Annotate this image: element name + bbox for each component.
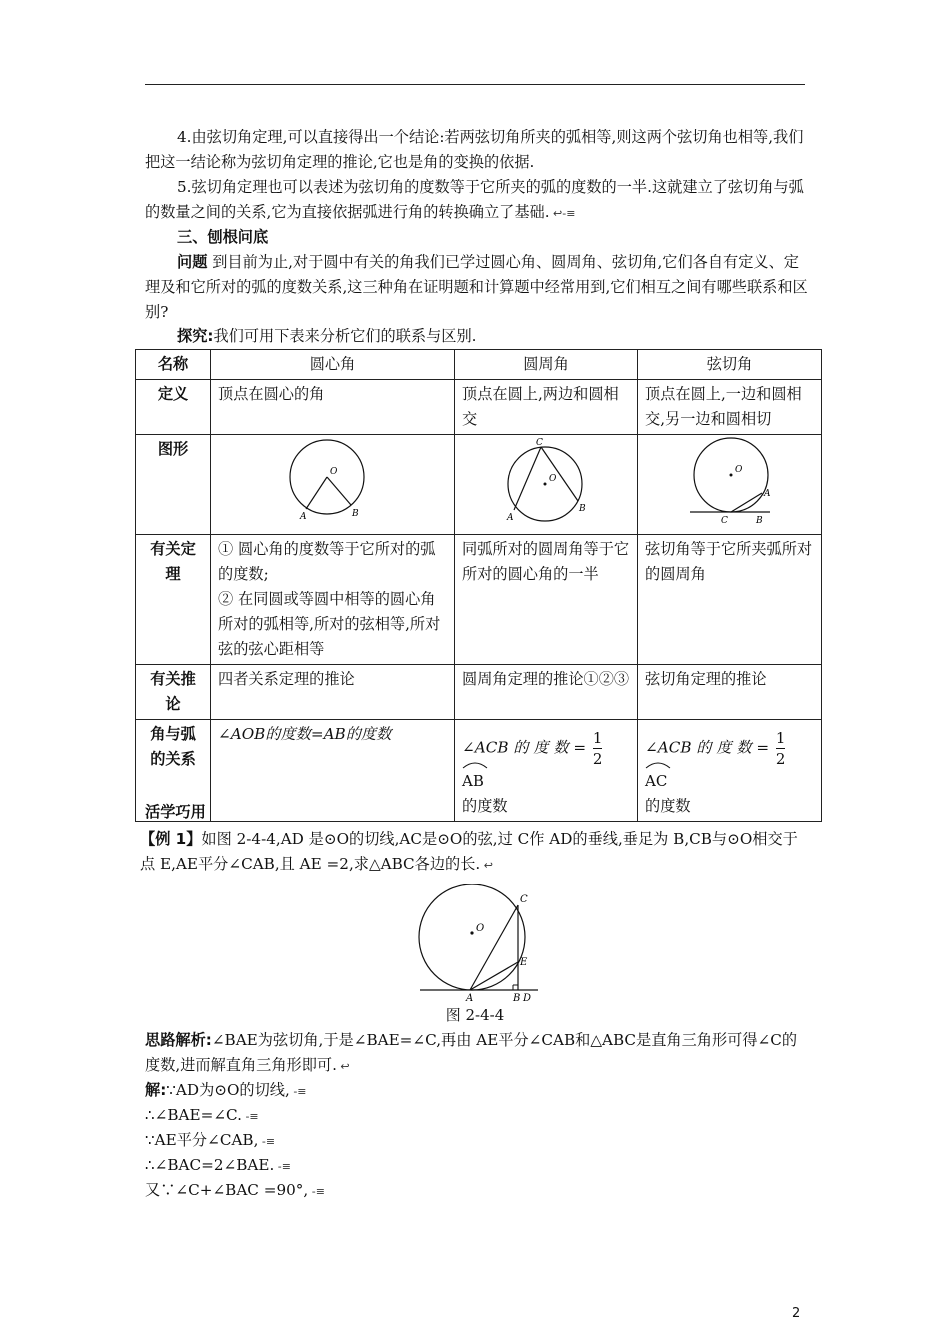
row-label-corollary: 有关推论 — [136, 665, 211, 720]
header-rule — [145, 84, 805, 85]
arc-ab-symbol: AB — [462, 769, 484, 794]
central-angle-diagram — [218, 437, 446, 527]
svg-text:B: B — [579, 504, 586, 514]
svg-text:A: A — [507, 513, 514, 523]
analysis-paragraph — [145, 1028, 810, 1079]
svg-text:O: O — [549, 474, 557, 484]
table-row — [136, 535, 822, 665]
svg-text:A: A — [466, 993, 474, 1002]
svg-text:C: C — [520, 894, 528, 905]
svg-text:C: C — [536, 438, 543, 448]
question-text: 到目前为止,对于圆中有关的角我们已学过圆心角、圆周角、弦切角,它们各自有定义、定理及和它所对的弧的度数关系,这三种角在证明题和计算题中经常用到,它们相互之间有哪些联系和区别? — [145, 253, 808, 321]
table-cell: ① 圆心角的度数等于它所对的弧的度数; ② 在同圆或等圆中相等的圆心角所对的弧相等,所对的弦相等,所对弦的弦心距相等 — [211, 535, 455, 665]
figure-tangent-chord-angle — [638, 435, 822, 535]
svg-text:E: E — [520, 957, 528, 968]
figure-2-4-4 — [410, 884, 550, 1002]
table-cell: 四者关系定理的推论 — [211, 665, 455, 720]
svg-text:O: O — [330, 467, 338, 477]
comparison-table — [135, 349, 822, 822]
table-row — [136, 350, 822, 380]
explore-text: 我们可用下表来分析它们的联系与区别. — [213, 327, 477, 345]
figure-caption: 图 2-4-4 — [445, 1006, 505, 1024]
solution-line: 解:∵AD为⊙O的切线, -≡ — [145, 1081, 307, 1099]
table-row — [136, 380, 822, 435]
edit-mark-icon: ↩ — [480, 859, 493, 872]
figure-central-angle — [211, 435, 455, 535]
table-header: 圆周角 — [455, 350, 638, 380]
analysis-label: 思路解析: — [145, 1031, 212, 1049]
row-label-theorem: 有关定理 — [136, 535, 211, 665]
row-label-definition: 定义 — [136, 380, 211, 435]
explore-paragraph — [145, 324, 810, 349]
svg-text:A: A — [764, 489, 771, 499]
table-row — [136, 435, 822, 535]
paragraph-5: 5.弦切角定理也可以表述为弦切角的度数等于它所夹的弧的度数的一半.这就建立了弦切角与弧的数量之间的关系,它为直接依据弧进行角的转换确立了基础. ↩-≡ — [145, 178, 804, 221]
table-cell: 顶点在圆上,两边和圆相交 — [455, 380, 638, 435]
question-label: 问题 — [177, 253, 208, 271]
arc-ac-symbol: AC — [645, 769, 667, 794]
svg-text:O: O — [476, 923, 485, 934]
inscribed-angle-diagram — [462, 437, 630, 527]
svg-text:B: B — [756, 516, 763, 526]
table-cell: 顶点在圆心的角 — [211, 380, 455, 435]
explore-label: 探究: — [177, 327, 214, 345]
solution-line: 又∵∠C+∠BAC =90°, -≡ — [145, 1181, 325, 1199]
svg-text:O: O — [735, 465, 743, 475]
apply-heading: 活学巧用 — [145, 803, 206, 821]
fraction-one-half: $\frac{1}{2}$ — [592, 729, 603, 768]
example-1 — [140, 827, 810, 878]
analysis-text: ∠BAE为弦切角,于是∠BAE=∠C,再由 AE平分∠CAB和△ABC是直角三角形可得∠C的度数,进而解直角三角形即可. — [145, 1031, 798, 1074]
table-header: 圆心角 — [211, 350, 455, 380]
table-header: 弦切角 — [638, 350, 822, 380]
page-number: 2 — [792, 1306, 801, 1321]
example-text: 如图 2-4-4,AD 是⊙O的切线,AC是⊙O的弦,过 C作 AD的垂线,垂足为 B,CB与⊙O相交于点 E,AE平分∠CAB,且 AE =2,求△ABC各边的长. — [140, 830, 798, 873]
table-cell: ∠ACB 的 度 数 = $\frac{1}{2}$ AC 的度数 — [638, 720, 822, 822]
edit-mark-icon: ↩-≡ — [549, 207, 576, 220]
svg-text:A: A — [300, 512, 307, 522]
edit-mark-icon: ↩ — [336, 1060, 350, 1073]
example-label: 【例 1】 — [140, 830, 202, 848]
table-header: 名称 — [136, 350, 211, 380]
question-paragraph — [145, 250, 810, 325]
paragraph-4: 4.由弦切角定理,可以直接得出一个结论:若两弦切角所夹的弧相等,则这两个弦切角也相等,我们把这一结论称为弦切角定理的推论,它也是角的变换的依据. — [145, 128, 804, 171]
svg-text:B: B — [513, 993, 521, 1002]
table-cell: ∠ACB 的 度 数 = $\frac{1}{2}$ AB 的度数 — [455, 720, 638, 822]
table-row — [136, 665, 822, 720]
solution-line: ∴∠BAE=∠C. -≡ — [145, 1106, 259, 1124]
table-cell: 同弧所对的圆周角等于它所对的圆心角的一半 — [455, 535, 638, 665]
fraction-one-half: $\frac{1}{2}$ — [775, 729, 786, 768]
table-cell: 弦切角定理的推论 — [638, 665, 822, 720]
svg-text:D: D — [523, 993, 532, 1002]
table-cell: 顶点在圆上,一边和圆相交,另一边和圆相切 — [638, 380, 822, 435]
figure-inscribed-angle — [455, 435, 638, 535]
table-cell: 圆周角定理的推论①②③ — [455, 665, 638, 720]
tangent-chord-angle-diagram — [645, 437, 815, 527]
solution-line: ∵AE平分∠CAB, -≡ — [145, 1131, 276, 1149]
svg-text:C: C — [721, 516, 728, 526]
solution-line: ∴∠BAC=2∠BAE. -≡ — [145, 1156, 291, 1174]
table-cell: 弦切角等于它所夹弧所对的圆周角 — [638, 535, 822, 665]
row-label-angle-arc: 角与弧的关系 — [136, 720, 211, 822]
row-label-figure: 图形 — [136, 435, 211, 535]
svg-text:B: B — [352, 509, 359, 519]
section-heading: 三、刨根问底 — [177, 228, 269, 246]
table-cell: ∠AOB的度数=AB的度数 — [211, 720, 455, 822]
